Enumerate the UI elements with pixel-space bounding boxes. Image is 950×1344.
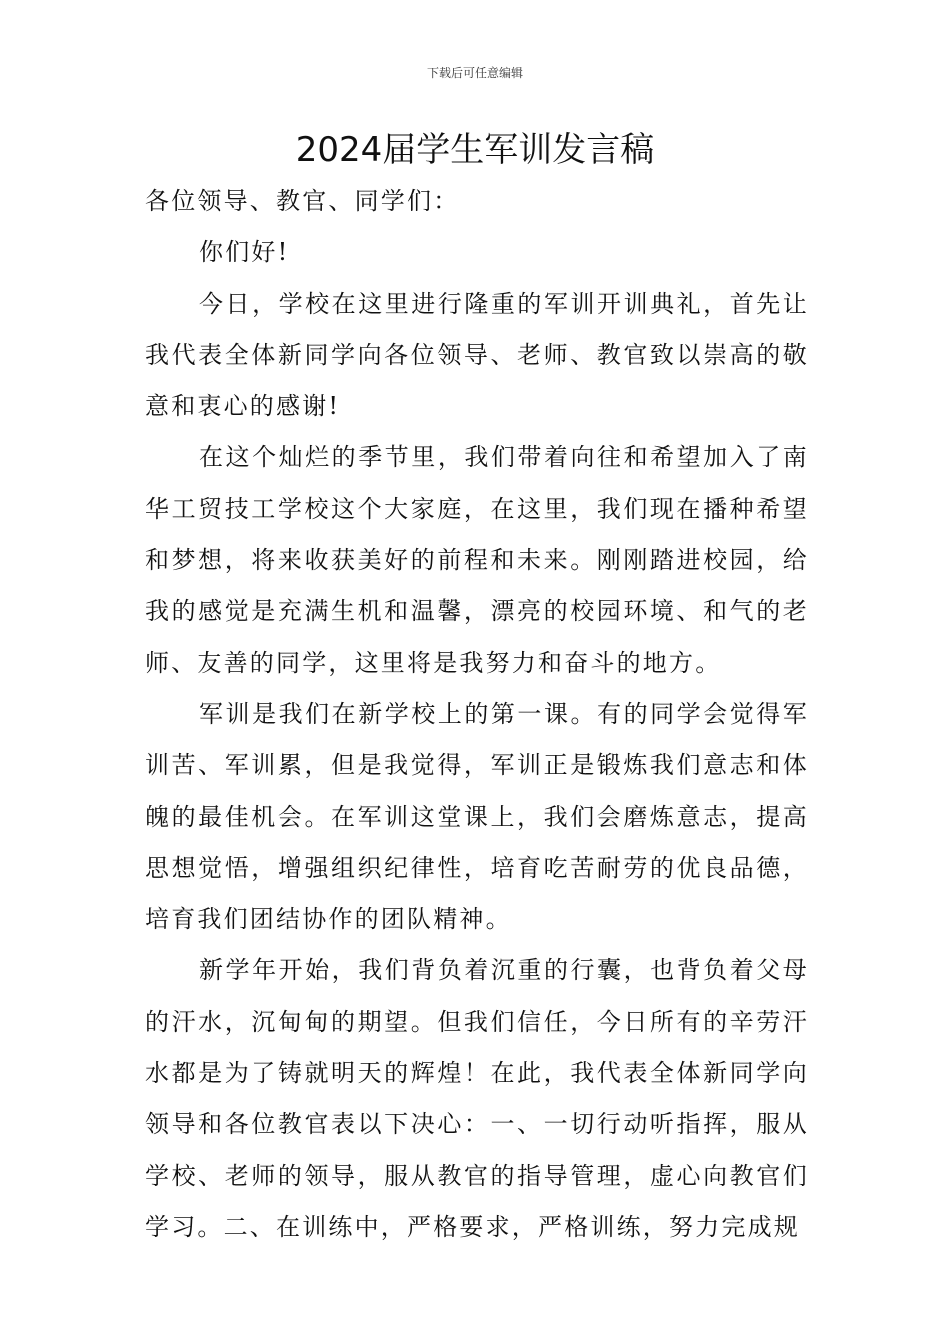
salutation: 各位领导、教官、同学们： xyxy=(145,187,460,215)
body-paragraph: 在这个灿烂的季节里，我们带着向往和希望加入了南华工贸技工学校这个大家庭，在这里，我们现在播种希望和梦想，将来收获美好的前程和未来。刚刚踏进校园，给我的感觉是充满生机和温馨，漂亮的校园环境、和气的老师、友善的同学，这里将是我努力和奋斗的地方。 xyxy=(145,443,809,677)
document-body xyxy=(145,176,809,1253)
header-note: 下载后可任意编辑 xyxy=(426,66,523,80)
body-paragraph: 军训是我们在新学校上的第一课。有的同学会觉得军训苦、军训累，但是我觉得，军训正是锻炼我们意志和体魄的最佳机会。在军训这堂课上，我们会磨炼意志，提高思想觉悟，增强组织纪律性，培育吃苦耐劳的优良品德，培育我们团结协作的团队精神。 xyxy=(145,699,809,934)
body-paragraph: 新学年开始，我们背负着沉重的行囊，也背负着父母的汗水，沉甸甸的期望。但我们信任，今日所有的辛劳汗水都是为了铸就明天的辉煌！在此，我代表全体新同学向领导和各位教官表以下决心：一、一切行动听指挥，服从学校、老师的领导，服从教官的指导管理，虚心向教官们学习。二、在训练中，严格要求，严格训练，努力完成规 xyxy=(145,956,809,1241)
body-paragraph: 今日，学校在这里进行隆重的军训开训典礼，首先让我代表全体新同学向各位领导、老师、教官致以崇高的敬意和衷心的感谢! xyxy=(145,289,809,421)
document-title: 2024届学生军训发言稿 xyxy=(295,130,655,170)
greeting: 你们好! xyxy=(199,238,290,267)
